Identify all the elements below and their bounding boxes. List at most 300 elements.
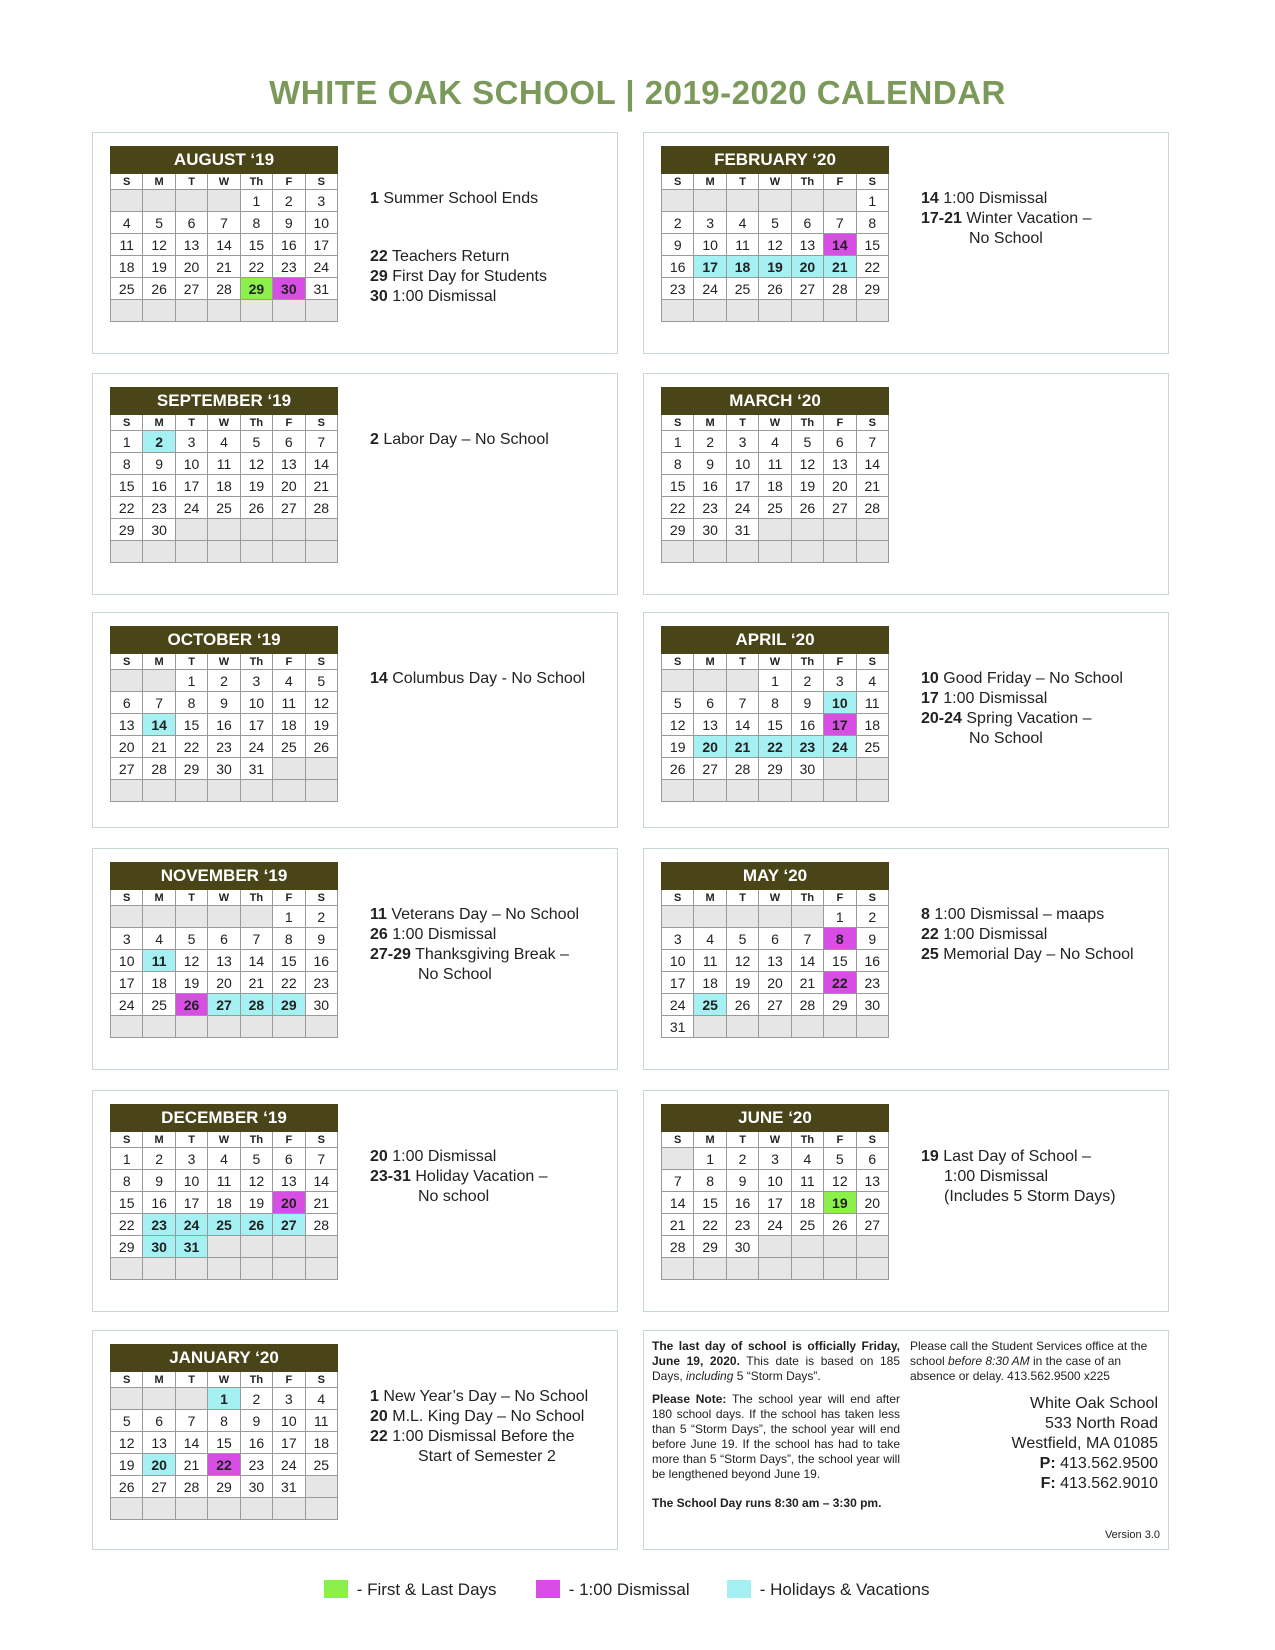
day-cell: 31	[305, 278, 337, 300]
week-row	[662, 1192, 889, 1214]
day-cell: 29	[175, 758, 207, 780]
weekday-header: S	[856, 654, 888, 670]
empty-day	[694, 1258, 726, 1280]
day-cell: 8	[759, 692, 791, 714]
day-cell: 16	[726, 1192, 758, 1214]
day-cell: 26	[111, 1476, 143, 1498]
empty-day	[143, 1016, 175, 1038]
week-row	[662, 714, 889, 736]
weekday-header: S	[662, 890, 694, 906]
day-cell: 20	[273, 1192, 305, 1214]
day-cell: 13	[208, 950, 240, 972]
day-cell: 21	[175, 1454, 207, 1476]
day-cell: 19	[791, 475, 823, 497]
day-cell: 13	[111, 714, 143, 736]
week-row	[111, 475, 338, 497]
event-item	[370, 905, 579, 925]
weekday-header: F	[273, 654, 305, 670]
event-day: 20	[370, 1408, 388, 1425]
day-cell: 19	[824, 1192, 856, 1214]
empty-day	[759, 906, 791, 928]
day-cell: 12	[305, 692, 337, 714]
month-events	[921, 905, 1134, 965]
month-calendar	[661, 862, 889, 1038]
empty-day	[143, 190, 175, 212]
day-cell: 30	[143, 1236, 175, 1258]
phone-label: P:	[1039, 1455, 1056, 1472]
empty-day	[208, 1016, 240, 1038]
day-cell: 2	[143, 431, 175, 453]
day-cell: 29	[856, 278, 888, 300]
empty-day	[759, 1236, 791, 1258]
day-cell: 1	[694, 1148, 726, 1170]
day-cell: 9	[662, 234, 694, 256]
day-cell: 20	[175, 256, 207, 278]
day-cell: 23	[143, 497, 175, 519]
empty-day	[143, 541, 175, 563]
week-row	[111, 994, 338, 1016]
empty-day	[273, 519, 305, 541]
weekday-header: M	[143, 890, 175, 906]
day-cell: 2	[240, 1388, 272, 1410]
legend-dismissal-label: - 1:00 Dismissal	[564, 1580, 690, 1599]
day-cell: 18	[856, 714, 888, 736]
month-calendar	[110, 1344, 338, 1520]
day-cell: 14	[240, 950, 272, 972]
month-panel	[92, 848, 618, 1070]
day-cell: 2	[662, 212, 694, 234]
day-cell: 3	[824, 670, 856, 692]
weekday-header: W	[208, 654, 240, 670]
empty-day	[824, 519, 856, 541]
day-cell: 18	[208, 475, 240, 497]
event-day: 1	[370, 190, 379, 207]
day-cell: 11	[856, 692, 888, 714]
empty-day	[726, 190, 758, 212]
school-day-bold: The School Day runs 8:30 am – 3:30 pm.	[652, 1496, 882, 1510]
event-continuation: No school	[418, 1188, 490, 1205]
day-cell: 7	[662, 1170, 694, 1192]
day-cell: 21	[305, 475, 337, 497]
week-row	[662, 300, 889, 322]
week-row	[662, 906, 889, 928]
empty-day	[208, 300, 240, 322]
month-calendar	[110, 626, 338, 802]
day-cell: 3	[175, 1148, 207, 1170]
day-cell: 15	[662, 475, 694, 497]
day-cell: 6	[791, 212, 823, 234]
month-name: FEBRUARY ‘20	[662, 147, 889, 174]
event-item	[921, 945, 1134, 965]
day-cell: 24	[111, 994, 143, 1016]
weekday-header: W	[208, 174, 240, 190]
day-cell: 28	[305, 497, 337, 519]
empty-day	[856, 519, 888, 541]
week-row	[111, 1214, 338, 1236]
day-cell: 27	[208, 994, 240, 1016]
day-cell: 21	[240, 972, 272, 994]
day-cell: 20	[824, 475, 856, 497]
event-text: Spring Vacation –	[961, 710, 1092, 727]
empty-day	[726, 1016, 758, 1038]
day-cell: 21	[856, 475, 888, 497]
month-calendar	[661, 626, 889, 802]
weekday-header: Th	[791, 1132, 823, 1148]
day-cell: 14	[143, 714, 175, 736]
day-cell: 26	[791, 497, 823, 519]
day-cell: 30	[305, 994, 337, 1016]
empty-day	[791, 1236, 823, 1258]
day-cell: 17	[111, 972, 143, 994]
empty-day	[662, 906, 694, 928]
weekday-header: F	[273, 415, 305, 431]
week-row	[111, 972, 338, 994]
event-day: 20	[370, 1148, 388, 1165]
weekday-header: S	[856, 890, 888, 906]
week-row	[111, 212, 338, 234]
day-cell: 20	[856, 1192, 888, 1214]
week-row	[111, 950, 338, 972]
week-row	[662, 190, 889, 212]
day-cell: 6	[143, 1410, 175, 1432]
empty-day	[111, 906, 143, 928]
day-cell: 13	[175, 234, 207, 256]
school-street: 533 North Road	[1045, 1415, 1158, 1432]
day-cell: 3	[694, 212, 726, 234]
day-cell: 10	[111, 950, 143, 972]
week-row	[662, 431, 889, 453]
school-address	[910, 1394, 1158, 1494]
week-row	[111, 1192, 338, 1214]
day-cell: 8	[111, 453, 143, 475]
page-title: WHITE OAK SCHOOL | 2019-2020 CALENDAR	[269, 74, 1006, 111]
event-day: 14	[370, 670, 388, 687]
legend-swatch-magenta	[536, 1580, 560, 1598]
event-day: 2	[370, 431, 379, 448]
day-cell: 15	[824, 950, 856, 972]
weekday-header: M	[143, 174, 175, 190]
empty-day	[791, 519, 823, 541]
event-text: Columbus Day - No School	[387, 670, 586, 687]
weekday-header: S	[305, 890, 337, 906]
day-cell: 25	[273, 736, 305, 758]
week-row	[111, 780, 338, 802]
day-cell: 22	[273, 972, 305, 994]
day-cell: 3	[175, 431, 207, 453]
day-cell: 6	[111, 692, 143, 714]
empty-day	[824, 780, 856, 802]
day-cell: 13	[273, 1170, 305, 1192]
event-day: 10	[921, 670, 939, 687]
day-cell: 23	[791, 736, 823, 758]
week-row	[111, 1410, 338, 1432]
day-cell: 5	[759, 212, 791, 234]
day-cell: 13	[759, 950, 791, 972]
day-cell: 25	[791, 1214, 823, 1236]
empty-day	[305, 758, 337, 780]
day-cell: 24	[726, 497, 758, 519]
day-cell: 30	[240, 1476, 272, 1498]
day-cell: 10	[694, 234, 726, 256]
day-cell: 9	[208, 692, 240, 714]
phone-number[interactable]: 413.562.9500	[1055, 1455, 1158, 1472]
event-text: Thanksgiving Break –	[410, 946, 569, 963]
day-cell: 26	[240, 497, 272, 519]
week-row	[111, 1454, 338, 1476]
school-city: Westfield, MA 01085	[1011, 1435, 1158, 1452]
empty-day	[824, 300, 856, 322]
day-cell: 8	[824, 928, 856, 950]
month-name: JUNE ‘20	[662, 1105, 889, 1132]
weekday-header: S	[111, 1372, 143, 1388]
day-cell: 5	[662, 692, 694, 714]
day-cell: 22	[759, 736, 791, 758]
day-cell: 28	[305, 1214, 337, 1236]
week-row	[111, 190, 338, 212]
day-cell: 10	[240, 692, 272, 714]
day-cell: 24	[240, 736, 272, 758]
day-cell: 4	[273, 670, 305, 692]
empty-day	[759, 190, 791, 212]
event-text: New Year’s Day – No School	[378, 1388, 589, 1405]
day-cell: 22	[856, 256, 888, 278]
empty-day	[305, 300, 337, 322]
month-calendar	[661, 146, 889, 322]
weekday-header: T	[175, 415, 207, 431]
week-row	[111, 1258, 338, 1280]
day-cell: 28	[143, 758, 175, 780]
empty-day	[143, 906, 175, 928]
event-item	[370, 1147, 548, 1167]
month-panel	[643, 612, 1169, 828]
day-cell: 22	[694, 1214, 726, 1236]
day-cell: 10	[175, 453, 207, 475]
empty-day	[208, 1258, 240, 1280]
day-cell: 28	[175, 1476, 207, 1498]
event-text: 1:00 Dismissal – maaps	[929, 906, 1105, 923]
weekday-header: F	[824, 654, 856, 670]
day-cell: 24	[662, 994, 694, 1016]
week-row	[111, 670, 338, 692]
day-cell: 28	[791, 994, 823, 1016]
event-text: 1:00 Dismissal	[387, 288, 497, 305]
day-cell: 23	[694, 497, 726, 519]
day-cell: 29	[662, 519, 694, 541]
empty-day	[791, 1258, 823, 1280]
week-row	[111, 278, 338, 300]
event-item	[370, 189, 547, 209]
weekday-header: S	[856, 174, 888, 190]
day-cell: 29	[111, 519, 143, 541]
week-row	[111, 300, 338, 322]
week-row	[111, 453, 338, 475]
day-cell: 2	[273, 190, 305, 212]
week-row	[111, 1476, 338, 1498]
empty-day	[273, 541, 305, 563]
week-row	[662, 234, 889, 256]
day-cell: 10	[824, 692, 856, 714]
day-cell: 6	[175, 212, 207, 234]
last-day-end: 5 “Storm Days”.	[733, 1369, 821, 1383]
empty-day	[175, 519, 207, 541]
week-row	[662, 453, 889, 475]
month-events	[370, 1147, 548, 1207]
day-cell: 26	[824, 1214, 856, 1236]
day-cell: 6	[273, 1148, 305, 1170]
day-cell: 29	[273, 994, 305, 1016]
empty-day	[273, 780, 305, 802]
empty-day	[175, 1498, 207, 1520]
event-continuation: No School	[969, 230, 1043, 247]
day-cell: 27	[824, 497, 856, 519]
day-cell: 11	[726, 234, 758, 256]
day-cell: 3	[240, 670, 272, 692]
empty-day	[856, 1016, 888, 1038]
month-panel	[92, 612, 618, 828]
day-cell: 22	[240, 256, 272, 278]
phone-line	[910, 1454, 1158, 1474]
event-continuation: Start of Semester 2	[418, 1448, 556, 1465]
day-cell: 31	[726, 519, 758, 541]
day-cell: 12	[759, 234, 791, 256]
day-cell: 24	[273, 1454, 305, 1476]
day-cell: 15	[208, 1432, 240, 1454]
month-events	[370, 1387, 588, 1467]
day-cell: 29	[759, 758, 791, 780]
call-note	[910, 1339, 1158, 1384]
empty-day	[694, 1016, 726, 1038]
day-cell: 12	[791, 453, 823, 475]
day-cell: 31	[662, 1016, 694, 1038]
week-row	[662, 1258, 889, 1280]
day-cell: 13	[273, 453, 305, 475]
event-day: 1	[370, 1388, 379, 1405]
event-day: 17	[921, 690, 939, 707]
school-day-note	[652, 1496, 900, 1511]
empty-day	[791, 300, 823, 322]
event-continuation: 1:00 Dismissal	[944, 1168, 1049, 1185]
day-cell: 22	[662, 497, 694, 519]
empty-day	[759, 300, 791, 322]
weekday-header: M	[143, 415, 175, 431]
day-cell: 29	[824, 994, 856, 1016]
day-cell: 11	[273, 692, 305, 714]
month-panel	[92, 1330, 618, 1550]
day-cell: 5	[111, 1410, 143, 1432]
day-cell: 29	[111, 1236, 143, 1258]
empty-day	[305, 1498, 337, 1520]
day-cell: 23	[856, 972, 888, 994]
weekday-header: W	[759, 174, 791, 190]
empty-day	[726, 1258, 758, 1280]
day-cell: 1	[111, 431, 143, 453]
day-cell: 27	[273, 497, 305, 519]
day-cell: 9	[273, 212, 305, 234]
month-calendar	[661, 387, 889, 563]
day-cell: 30	[208, 758, 240, 780]
empty-day	[856, 1236, 888, 1258]
empty-day	[208, 190, 240, 212]
empty-day	[824, 1236, 856, 1258]
event-day: 19	[921, 1148, 939, 1165]
day-cell: 5	[175, 928, 207, 950]
day-cell: 19	[111, 1454, 143, 1476]
day-cell: 3	[726, 431, 758, 453]
weekday-header: W	[208, 890, 240, 906]
day-cell: 9	[143, 1170, 175, 1192]
event-continuation: No School	[969, 730, 1043, 747]
empty-day	[208, 519, 240, 541]
day-cell: 8	[662, 453, 694, 475]
day-cell: 26	[726, 994, 758, 1016]
event-text: M.L. King Day – No School	[387, 1408, 585, 1425]
weekday-header: T	[726, 890, 758, 906]
day-cell: 15	[856, 234, 888, 256]
weekday-header: Th	[791, 654, 823, 670]
weekday-header: F	[824, 415, 856, 431]
empty-day	[175, 906, 207, 928]
week-row	[111, 1432, 338, 1454]
day-cell: 15	[111, 1192, 143, 1214]
day-cell: 26	[143, 278, 175, 300]
empty-day	[143, 1388, 175, 1410]
weekday-header: T	[175, 1372, 207, 1388]
day-cell: 14	[305, 1170, 337, 1192]
day-cell: 23	[726, 1214, 758, 1236]
day-cell: 27	[856, 1214, 888, 1236]
call-note-em: before 8:30 AM	[948, 1354, 1030, 1368]
day-cell: 3	[305, 190, 337, 212]
event-day: 30	[370, 288, 388, 305]
day-cell: 7	[208, 212, 240, 234]
day-cell: 5	[240, 431, 272, 453]
day-cell: 3	[759, 1148, 791, 1170]
event-text: Veterans Day – No School	[386, 906, 580, 923]
week-row	[111, 1388, 338, 1410]
day-cell: 18	[143, 972, 175, 994]
day-cell: 19	[240, 1192, 272, 1214]
event-item	[370, 267, 547, 287]
day-cell: 25	[305, 1454, 337, 1476]
day-cell: 10	[305, 212, 337, 234]
event-text: Summer School Ends	[378, 190, 539, 207]
day-cell: 30	[856, 994, 888, 1016]
day-cell: 14	[305, 453, 337, 475]
day-cell: 15	[273, 950, 305, 972]
day-cell: 11	[694, 950, 726, 972]
day-cell: 5	[305, 670, 337, 692]
day-cell: 12	[824, 1170, 856, 1192]
day-cell: 12	[726, 950, 758, 972]
weekday-header: M	[694, 415, 726, 431]
event-day: 14	[921, 190, 939, 207]
empty-day	[824, 1016, 856, 1038]
empty-day	[111, 541, 143, 563]
empty-day	[208, 1236, 240, 1258]
weekday-header: S	[111, 1132, 143, 1148]
month-panel	[92, 373, 618, 595]
week-row	[662, 692, 889, 714]
empty-day	[759, 519, 791, 541]
empty-day	[305, 519, 337, 541]
empty-day	[240, 1236, 272, 1258]
day-cell: 28	[856, 497, 888, 519]
day-cell: 11	[208, 453, 240, 475]
day-cell: 11	[208, 1170, 240, 1192]
day-cell: 27	[111, 758, 143, 780]
weekday-header: S	[111, 415, 143, 431]
version-label: Version 3.0	[1104, 1529, 1160, 1541]
